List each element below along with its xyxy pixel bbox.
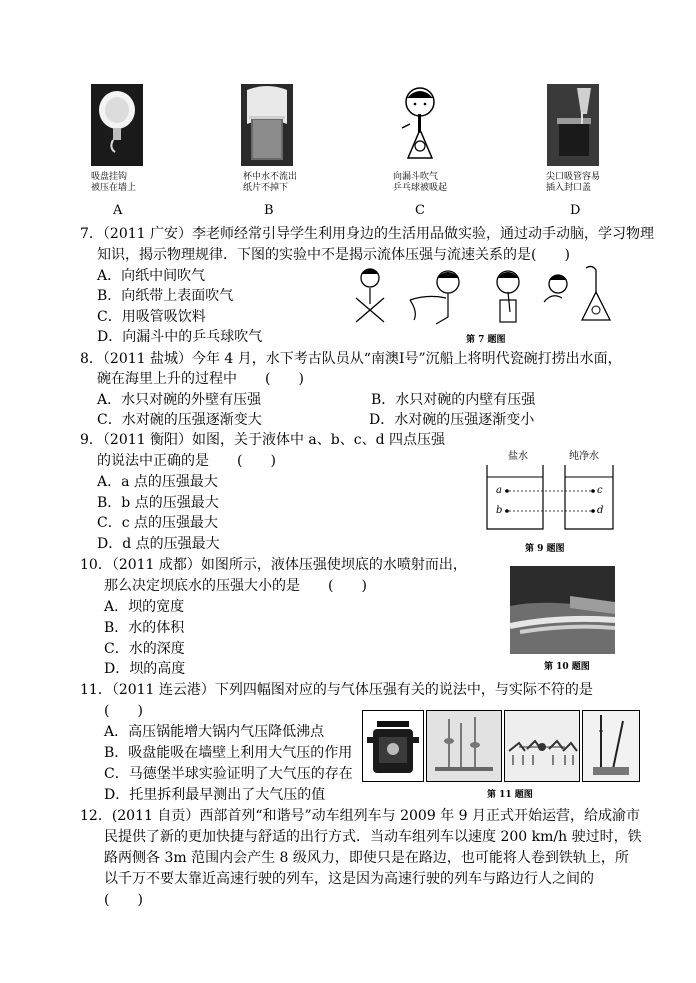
q10-figure-label: 第 10 题图: [544, 662, 590, 672]
q11-figure-magdeburg: [504, 710, 580, 782]
q9-point-d: d: [597, 505, 604, 516]
q8-option-a: A．水只对碗的外壁有压强: [97, 392, 262, 408]
q9-figure: [485, 463, 615, 533]
figure-b: [241, 84, 293, 166]
figure-a: [91, 84, 143, 166]
option-letter-b: B: [264, 203, 274, 218]
caption-b-line1: 杯中水不流出: [243, 172, 298, 182]
q11-option-c: C．马德堡半球实验证明了大气压的存在: [104, 766, 353, 782]
caption-b-line2: 纸片不掉下: [243, 183, 289, 193]
q9-option-d: D．d 点的压强最大: [97, 536, 220, 552]
q7-option-b: B．向纸带上表面吹气: [97, 288, 234, 304]
caption-b: [243, 172, 297, 194]
q9-label-salt-water: 盐水: [508, 451, 528, 462]
q10-stem-line2: 那么决定坝底水的压强大小的是 ( ): [104, 578, 367, 594]
q8-option-b: B．水只对碗的内壁有压强: [371, 392, 536, 408]
q8-option-d: D．水对碗的压强逐渐变小: [369, 412, 535, 428]
q11-option-b: B．吸盘能吸在墙壁上利用大气压的作用: [104, 745, 353, 761]
q11-figure-label: 第 11 题图: [487, 790, 533, 800]
q8-option-c: C．水对碗的压强逐渐变大: [97, 412, 262, 428]
q11-figure-pressure-cooker: [362, 710, 424, 782]
q9-option-b: B．b 点的压强最大: [97, 495, 219, 511]
q12-stem-line5: ( ): [104, 892, 143, 908]
q12-stem-line3: 路两侧各 3m 范围内会产生 8 级风力，即使只是在路边，也可能将人卷到铁轨上，所: [104, 850, 629, 866]
q12-stem-line1: 12．(2011 自贡）西部首列“和谐号”动车组列车与 2009 年 9 月正式开始运营，给成渝市: [80, 808, 641, 824]
q9-point-b: b: [496, 505, 503, 516]
q10-option-c: C．水的深度: [104, 641, 185, 657]
q9-label-pure-water: 纯净水: [569, 451, 599, 462]
caption-a: [91, 172, 136, 194]
q12-stem-line2: 民提供了新的更加快捷与舒适的出行方式．当动车组列车以速度 200 km/h 驶过时，铁: [104, 829, 642, 845]
q7-stem-line1: 7．（2011 广安）李老师经常引导学生利用身边的生活用品做实验，通过动手动脑，学习物理: [80, 226, 654, 242]
q9-stem-line1: 9．（2011 衡阳）如图，关于液体中 a、b、c、d 四点压强: [80, 432, 445, 448]
q10-option-b: B．水的体积: [104, 620, 185, 636]
figure-d: [547, 84, 599, 166]
q10-option-a: A．坝的宽度: [104, 599, 185, 615]
q10-figure: [510, 566, 615, 654]
q7-option-c: C．用吸管吸饮料: [97, 309, 206, 325]
q7-figure-label: 第 7 题图: [466, 335, 506, 345]
q9-option-c: C．c 点的压强最大: [97, 515, 219, 531]
caption-d-line2: 插入封口盖: [546, 183, 592, 193]
q7-option-a: A．向纸中间吹气: [97, 268, 206, 284]
q8-stem-line2: 碗在海里上升的过程中 ( ): [97, 371, 304, 387]
caption-d: [546, 172, 600, 194]
q11-option-a: A．高压锅能增大锅内气压降低沸点: [104, 724, 325, 740]
q11-option-d: D．托里拆利最早测出了大气压的值: [104, 787, 326, 803]
q9-point-c: c: [597, 485, 603, 496]
q11-stem-line2: ( ): [104, 703, 143, 719]
caption-c-line1: 向漏斗吹气: [393, 172, 439, 182]
q7-stem-line2: 知识，揭示物理规律．下图的实验中不是揭示流体压强与流速关系的是( ): [97, 247, 570, 263]
caption-c: [393, 172, 447, 194]
option-letter-d: D: [570, 203, 581, 218]
caption-c-line2: 乒乓球被吸起: [393, 183, 448, 193]
caption-d-line1: 尖口吸管容易: [546, 172, 601, 182]
q9-stem-line2: 的说法中正确的是 ( ): [97, 453, 276, 469]
q7-option-d: D．向漏斗中的乒乓球吹气: [97, 329, 263, 345]
q12-stem-line4: 以千万不要太靠近高速行驶的列车，这是因为高速行驶的列车与路边行人之间的: [104, 871, 594, 887]
option-letter-a: A: [113, 203, 123, 218]
q10-stem-line1: 10．（2011 成都）如图所示，液体压强使坝底的水喷射而出，: [80, 557, 467, 573]
q11-figure-torricelli: [582, 710, 640, 782]
q11-figure-suction: [426, 710, 502, 782]
q9-figure-label: 第 9 题图: [525, 544, 565, 554]
q9-option-a: A．a 点的压强最大: [97, 474, 218, 490]
q8-stem-line1: 8．（2011 盐城）今年 4 月，水下考古队员从“南澳Ⅰ号”沉船上将明代瓷碗打捞出水面，: [80, 351, 622, 367]
figure-c: [392, 84, 447, 166]
q11-stem-line1: 11．（2011 连云港）下列四幅图对应的与气体压强有关的说法中，与实际不符的是: [80, 682, 593, 698]
caption-a-line1: 吸盘挂钩: [91, 172, 128, 182]
caption-a-line2: 被压在墙上: [91, 183, 137, 193]
q7-figure: [348, 262, 616, 332]
q10-option-d: D．坝的高度: [104, 661, 186, 677]
q9-point-a: a: [496, 485, 502, 496]
option-letter-c: C: [415, 203, 425, 218]
